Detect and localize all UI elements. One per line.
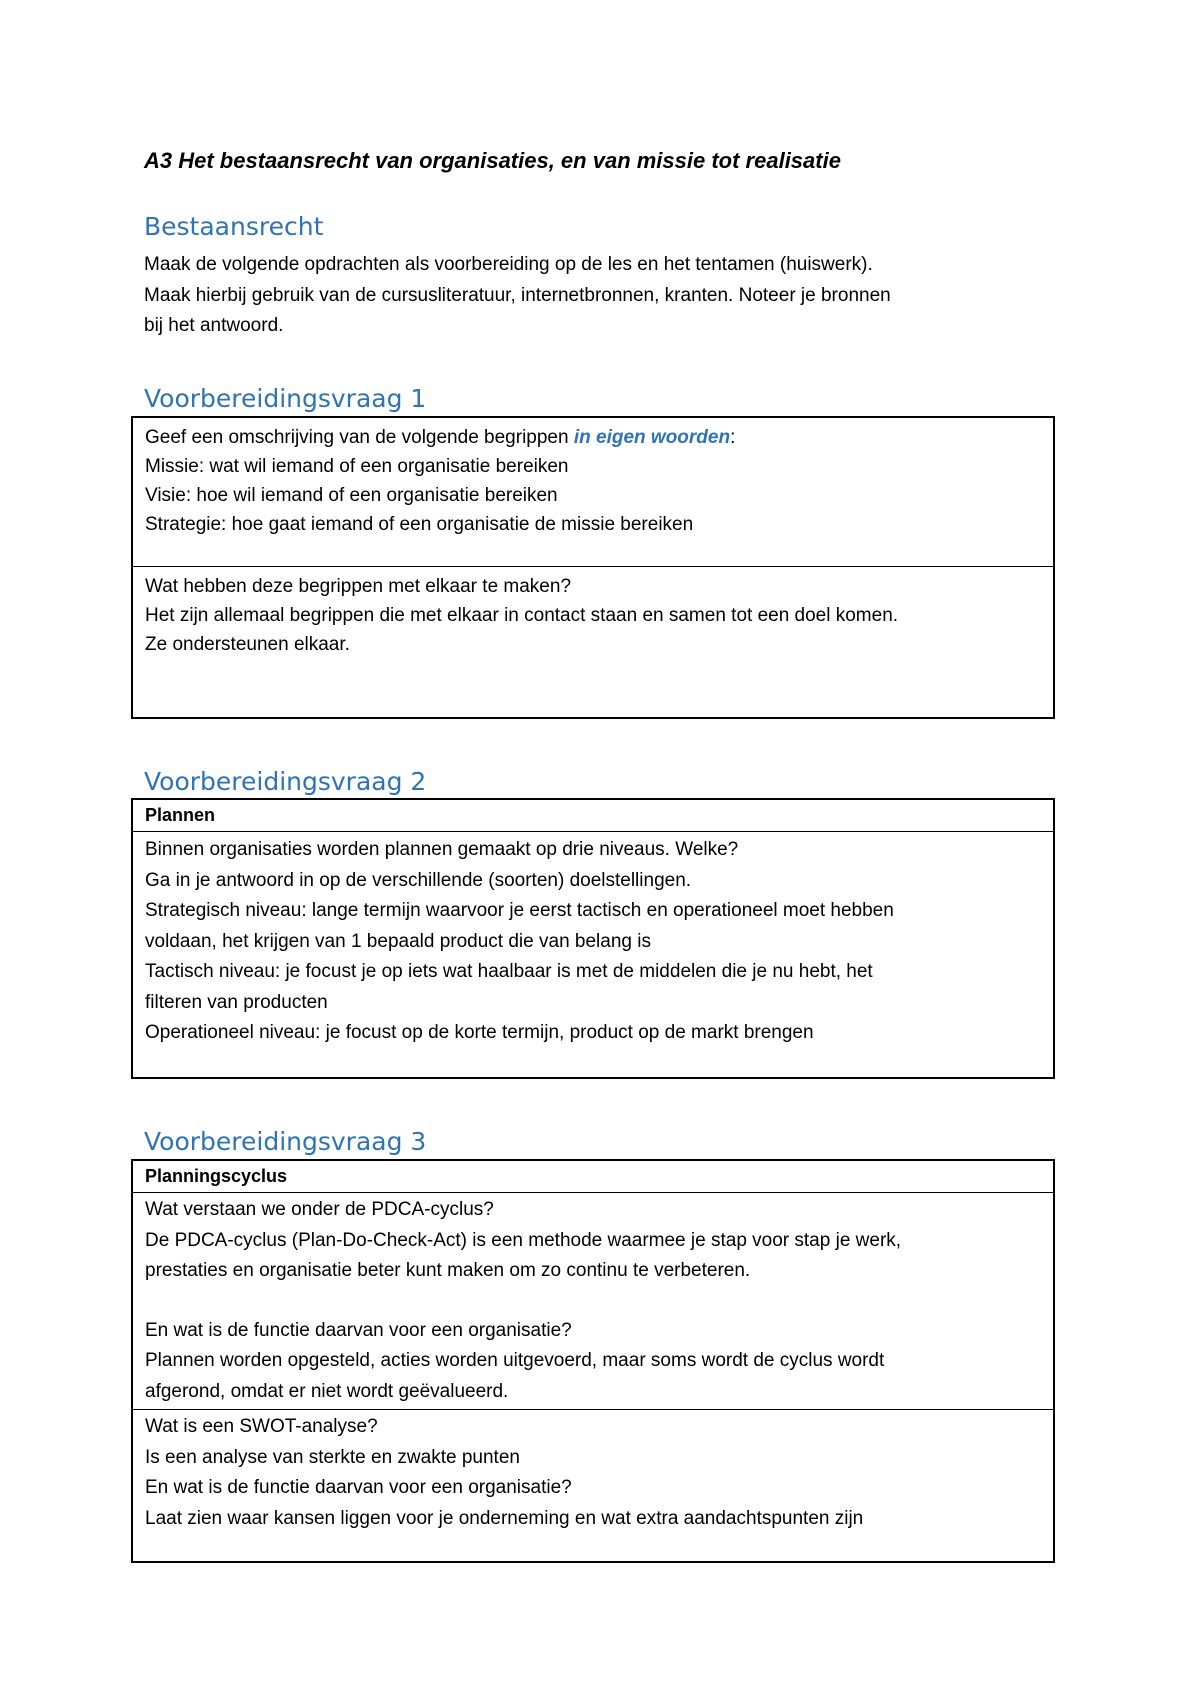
text-line: Plannen worden opgesteld, acties worden uitgevoerd, maar soms wordt de cyclus wordt [145,1350,885,1371]
vraag-3-cell-swot [133,1410,1053,1534]
vraag-1-cell-begrippen [133,418,1053,539]
heading-vraag-2: Voorbereidingsvraag 2 [144,767,427,796]
text-line: En wat is de functie daarvan voor een organisatie? [145,1477,572,1498]
answer-missie: Missie: wat wil iemand of een organisatie bereiken [145,456,569,477]
text-line: afgerond, omdat er niet wordt geëvalueerd. [145,1380,509,1402]
text-line: Is een analyse van sterkte en zwakte punten [145,1446,520,1468]
text-line: Laat zien waar kansen liggen voor je onderneming en wat extra aandachtspunten zijn [145,1507,864,1529]
document-title: A3 Het bestaansrecht van organisaties, en van missie tot realisatie [144,148,841,173]
intro-line: Maak hierbij gebruik van de cursusliteratuur, internetbronnen, kranten. Noteer je bronnen [144,284,891,306]
vraag-3-table [131,1159,1055,1563]
vraag-2-table [131,798,1055,1079]
blank-line [145,1287,1041,1316]
emphasis-text: in eigen woorden [573,427,731,448]
vraag-1-cell-relatie [133,567,1053,659]
question-text [145,423,1041,452]
vraag-1-table [131,416,1055,719]
heading-vraag-3: Voorbereidingsvraag 3 [144,1127,427,1156]
text-line: prestaties en organisatie beter kunt maken om zo continu te verbeteren. [145,1260,751,1281]
text-line: Strategisch niveau: lange termijn waarvoor je eerst tactisch en operationeel moet hebben [145,900,894,921]
intro-paragraph [144,250,1074,342]
text-line: En wat is de functie daarvan voor een organisatie? [145,1319,572,1341]
heading-vraag-1: Voorbereidingsvraag 1 [144,384,427,413]
intro-line: bij het antwoord. [144,315,284,336]
heading-bestaansrecht: Bestaansrecht [144,212,324,241]
text-line: Ga in je antwoord in op de verschillende (soorten) doelstellingen. [145,869,692,891]
text-line: filteren van producten [145,991,328,1013]
table-label-planningscyclus: Planningscyclus [145,1166,288,1186]
text-line: Wat is een SWOT-analyse? [145,1416,378,1437]
question-suffix: : [730,427,736,448]
vraag-3-cell-pdca [133,1193,1053,1407]
answer-line: Het zijn allemaal begrippen die met elkaar in contact staan en samen tot een doel komen. [145,605,899,626]
text-line: Binnen organisaties worden plannen gemaakt op drie niveaus. Welke? [145,839,739,860]
table-label-plannen: Plannen [145,805,216,825]
question-text: Wat hebben deze begrippen met elkaar te maken? [145,576,572,597]
intro-line: Maak de volgende opdrachten als voorbereiding op de les en het tentamen (huiswerk). [144,254,873,275]
question-prefix: Geef een omschrijving van de volgende begrippen [145,427,574,448]
answer-visie: Visie: hoe wil iemand of een organisatie bereiken [145,485,558,506]
text-line: voldaan, het krijgen van 1 bepaald product die van belang is [145,930,651,952]
text-line: Wat verstaan we onder de PDCA-cyclus? [145,1199,494,1220]
vraag-2-cell-niveaus [133,832,1053,1049]
answer-line: Ze ondersteunen elkaar. [145,634,350,655]
text-line: De PDCA-cyclus (Plan-Do-Check-Act) is een methode waarmee je stap voor stap je werk, [145,1229,902,1251]
text-line: Operationeel niveau: je focust op de korte termijn, product op de markt brengen [145,1022,814,1043]
text-line: Tactisch niveau: je focust je op iets wat haalbaar is met de middelen die je nu hebt, het [145,961,873,982]
answer-strategie: Strategie: hoe gaat iemand of een organisatie de missie bereiken [145,514,694,535]
